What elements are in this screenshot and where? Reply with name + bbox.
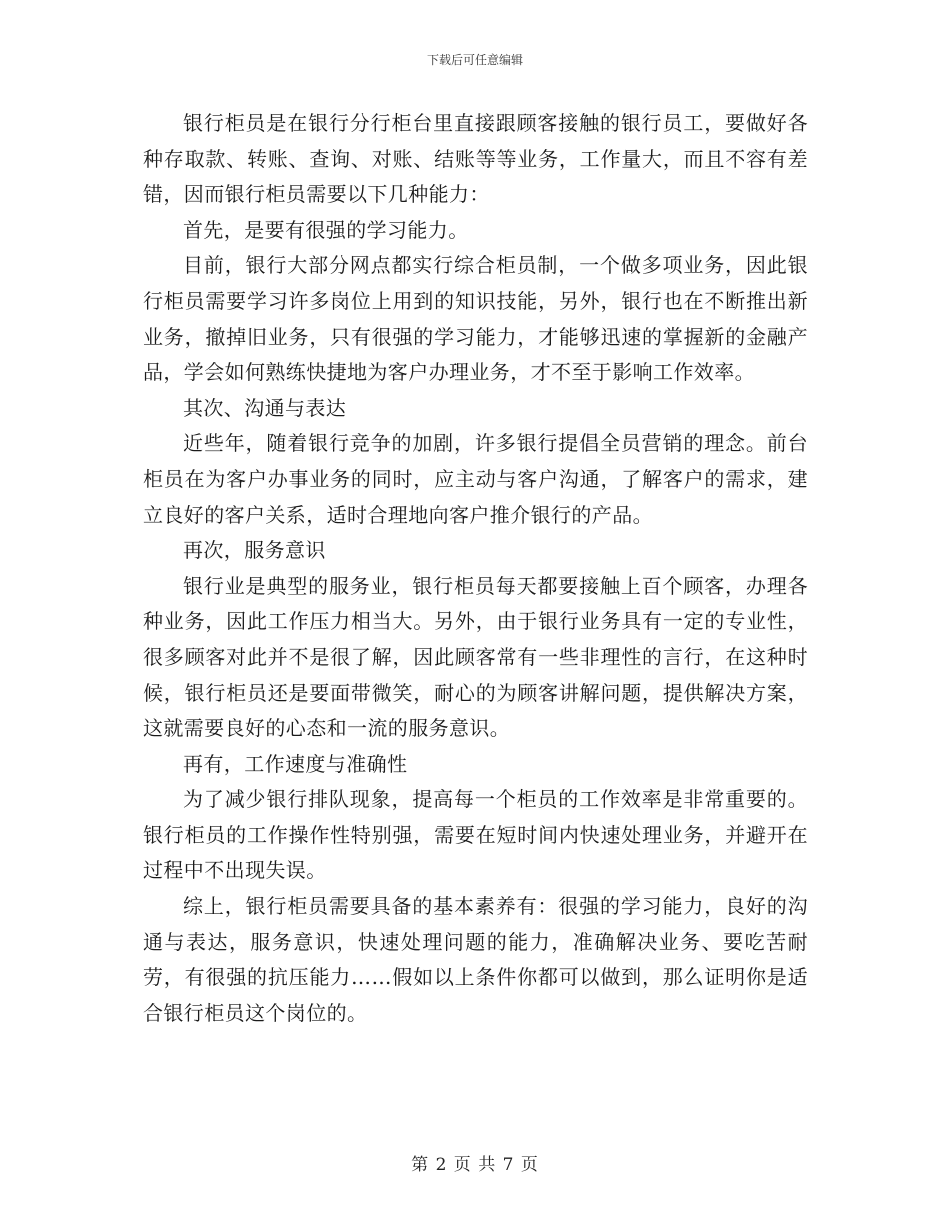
heading-speed-accuracy: 再有，工作速度与准确性	[183, 751, 408, 776]
paragraph-service: 银行业是典型的服务业，银行柜员每天都要接触上百个顾客，办理各种业务，因此工作压力相当大。另外，由于银行业务具有一定的专业性，很多顾客对此并不是很了解，因此顾客常有一些非理性的言行，在这种时候，银行柜员还是要面带微笑，耐心的为顾客讲解问题，提供解决方案，这就需要良好的心态和一流的服务意识。	[143, 573, 808, 741]
paragraph-speed-accuracy: 为了减少银行排队现象，提高每一个柜员的工作效率是非常重要的。银行柜员的工作操作性特别强，需要在短时间内快速处理业务，并避开在过程中不出现失误。	[143, 787, 808, 883]
page-number-footer: 第 2 页 共 7 页	[411, 1155, 539, 1175]
paragraph-communication: 近些年，随着银行竞争的加剧，许多银行提倡全员营销的理念。前台柜员在为客户办事业务的同时，应主动与客户沟通，了解客户的需求，建立良好的客户关系，适时合理地向客户推介银行的产品。	[143, 431, 808, 527]
heading-service: 再次，服务意识	[183, 538, 326, 563]
paragraph-learning-ability: 目前，银行大部分网点都实行综合柜员制，一个做多项业务，因此银行柜员需要学习许多岗位上用到的知识技能，另外，银行也在不断推出新业务，撤掉旧业务，只有很强的学习能力，才能够迅速的掌握新的金融产品，学会如何熟练快捷地为客户办理业务，才不至于影响工作效率。	[143, 253, 808, 385]
paragraph-summary: 综上，银行柜员需要具备的基本素养有：很强的学习能力，良好的沟通与表达，服务意识，快速处理问题的能力，准确解决业务、要吃苦耐劳，有很强的抗压能力……假如以上条件你都可以做到，那么证明你是适合银行柜员这个岗位的。	[143, 894, 808, 1025]
document-body	[143, 106, 808, 1031]
heading-learning-ability: 首先，是要有很强的学习能力。	[183, 217, 469, 242]
page-header: 下载后可任意编辑	[426, 53, 523, 67]
paragraph-intro: 银行柜员是在银行分行柜台里直接跟顾客接触的银行员工，要做好各种存取款、转账、查询、对账、结账等等业务，工作量大，而且不容有差错，因而银行柜员需要以下几种能力：	[143, 111, 808, 207]
heading-communication: 其次、沟通与表达	[183, 395, 347, 420]
